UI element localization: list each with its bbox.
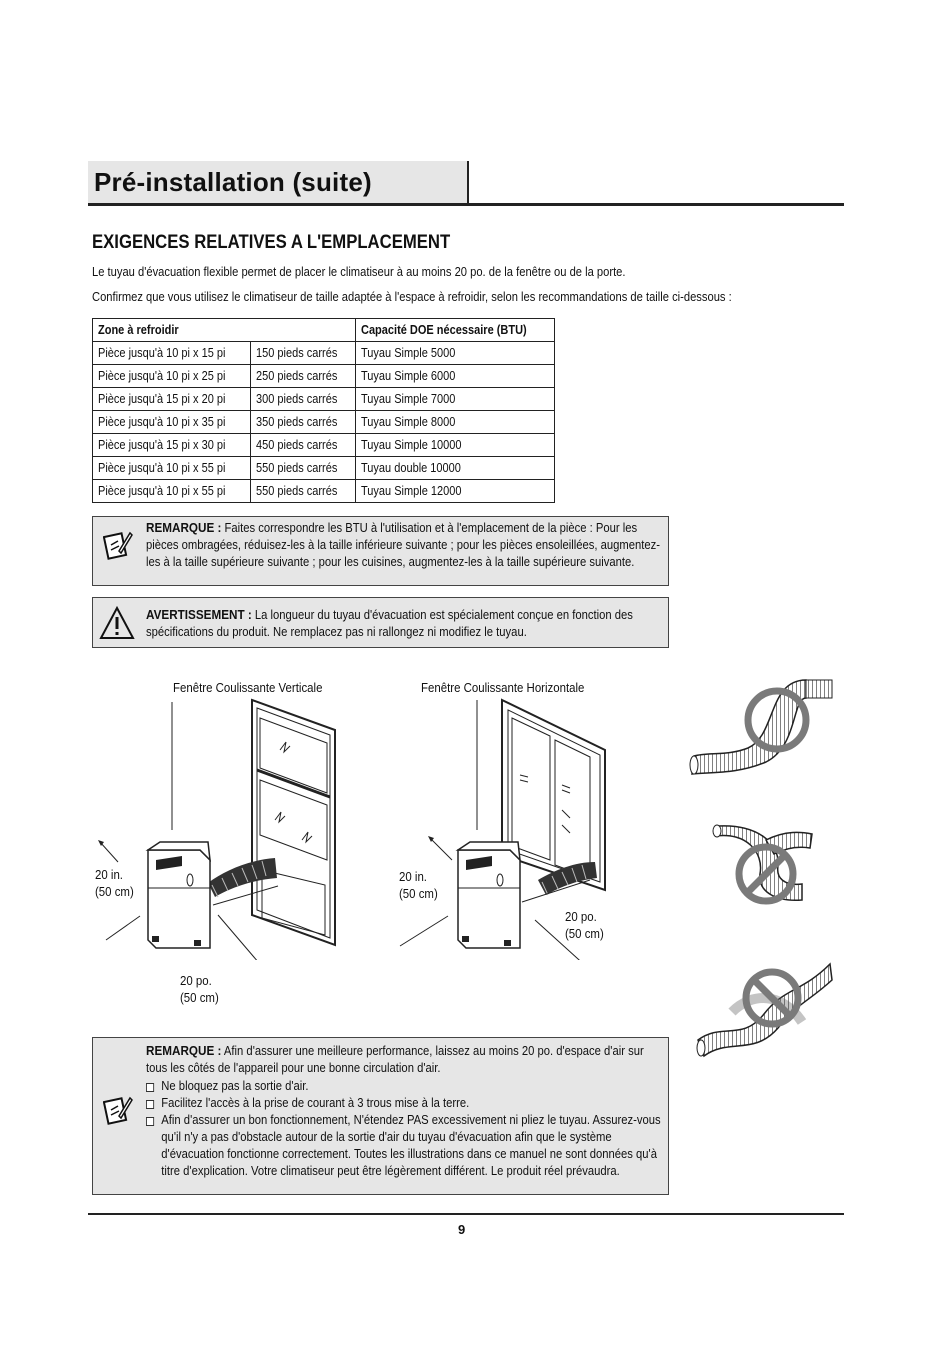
note-btu-text — [146, 519, 662, 571]
vertical-window-illustration — [90, 690, 350, 960]
note-box-clearance — [92, 1037, 669, 1195]
table-cell-room: Pièce jusqu'à 10 pi x 25 pi — [93, 365, 251, 388]
table-row — [93, 365, 555, 388]
table-cell-area: 300 pieds carrés — [251, 388, 355, 411]
note-clearance-label: REMARQUE : — [146, 1043, 222, 1058]
intro-line-1: Le tuyau d'évacuation flexible permet de placer le climatiseur à au moins 20 po. de la fenêtre ou de la porte. — [92, 264, 626, 279]
section-title: EXIGENCES RELATIVES A L'EMPLACEMENT — [92, 232, 451, 253]
horizontal-side-clearance: 20 in. (50 cm) — [399, 869, 438, 901]
intro-line-2: Confirmez que vous utilisez le climatiseur de taille adaptée à l'espace à refroidir, selon les recommandations de taille ci-dessous : — [92, 289, 732, 304]
note-clearance-text — [146, 1042, 662, 1180]
list-item: Facilitez l'accès à la prise de courant à 3 trous mise à la terre. — [146, 1095, 661, 1112]
page-title: Pré-installation (suite) — [94, 167, 372, 197]
table-cell-unit: Tuyau Simple 10000 — [355, 434, 554, 457]
warning-box — [92, 597, 669, 648]
vertical-side-clearance: 20 in. (50 cm) — [95, 867, 134, 899]
horizontal-window-caption: Fenêtre Coulissante Horizontale — [421, 680, 585, 695]
hose-twisted-icon — [692, 952, 838, 1062]
table-cell-room: Pièce jusqu'à 10 pi x 15 pi — [93, 342, 251, 365]
table-cell-area: 350 pieds carrés — [251, 411, 355, 434]
vertical-back-clearance: 20 po. (50 cm) — [180, 973, 219, 1005]
table-cell-unit: Tuyau double 10000 — [355, 457, 554, 480]
table-cell-area: 150 pieds carrés — [251, 342, 355, 365]
list-item: Ne bloquez pas la sortie d'air. — [146, 1078, 661, 1095]
table-row — [93, 411, 555, 434]
table-row — [93, 480, 555, 503]
list-item: Afin d'assurer un bon fonctionnement, N'étendez PAS excessivement ni pliez le tuyau. Assurez-vous qu'il n'y a pas d'obstacle autour de la sortie d'air du tuyau d'évacuation afin que le système d'évacuation fonctionne correctement. Toutes les illustrations dans ce manuel ne sont données qu'à titre d'explication. Votre climatiseur peut être légèrement différent. Le produit réel prévaudra. — [146, 1112, 661, 1180]
table-cell-room: Pièce jusqu'à 10 pi x 55 pi — [93, 457, 251, 480]
table-cell-room: Pièce jusqu'à 15 pi x 20 pi — [93, 388, 251, 411]
table-cell-room: Pièce jusqu'à 15 pi x 30 pi — [93, 434, 251, 457]
table-cell-area: 250 pieds carrés — [251, 365, 355, 388]
table-cell-area: 550 pieds carrés — [251, 480, 355, 503]
warning-text — [146, 606, 662, 641]
table-cell-room: Pièce jusqu'à 10 pi x 55 pi — [93, 480, 251, 503]
table-body — [93, 342, 555, 503]
table-cell-unit: Tuyau Simple 8000 — [355, 411, 554, 434]
header-rule — [88, 203, 844, 206]
note-pencil-icon — [103, 529, 133, 561]
table-header-zone: Zone à refroidir — [93, 319, 356, 342]
table-cell-area: 550 pieds carrés — [251, 457, 355, 480]
table-header-row — [93, 319, 555, 342]
page-number: 9 — [458, 1222, 466, 1237]
table-cell-unit: Tuyau Simple 6000 — [355, 365, 554, 388]
vertical-window-caption: Fenêtre Coulissante Verticale — [173, 680, 323, 695]
table-row — [93, 342, 555, 365]
table-cell-room: Pièce jusqu'à 10 pi x 35 pi — [93, 411, 251, 434]
header-divider — [467, 161, 469, 205]
warning-label: AVERTISSEMENT : — [146, 607, 252, 622]
table-row — [93, 388, 555, 411]
warning-triangle-icon — [99, 606, 135, 640]
table-row — [93, 434, 555, 457]
table-row — [93, 457, 555, 480]
note-btu-body: Faites correspondre les BTU à l'utilisation et à l'emplacement de la pièce : Pour les pièces ombragées, réduisez-les à la taille inférieure suivante ; pour les pièces ensoleillées, augmentez-les à la taille supérieure suivante ; pour les cuisines, augmentez-les à la taille supérieure suivante. — [146, 521, 661, 569]
footer-rule — [88, 1213, 844, 1215]
table-cell-unit: Tuyau Simple 7000 — [355, 388, 554, 411]
hose-bent-icon — [706, 822, 824, 910]
warning-body: La longueur du tuyau d'évacuation est spécialement conçue en fonction des spécifications du produit. Ne remplacez pas ni rallongez ni modifiez le tuyau. — [146, 608, 633, 639]
table-cell-unit: Tuyau Simple 12000 — [355, 480, 554, 503]
note-clearance-body: Afin d'assurer une meilleure performance, laissez au moins 20 po. d'espace d'air sur tous les côtés de l'appareil pour une bonne circulation d'air. — [146, 1044, 644, 1075]
table-header-capacity: Capacité DOE nécessaire (BTU) — [355, 319, 554, 342]
sizing-table — [92, 318, 555, 503]
hose-overextended-icon — [688, 676, 838, 788]
page-header — [88, 161, 844, 205]
note-box-btu — [92, 516, 669, 586]
horizontal-back-clearance: 20 po. (50 cm) — [565, 909, 604, 941]
table-cell-area: 450 pieds carrés — [251, 434, 355, 457]
note-btu-label: REMARQUE : — [146, 520, 222, 535]
note-pencil-icon — [103, 1094, 133, 1126]
table-cell-unit: Tuyau Simple 5000 — [355, 342, 554, 365]
